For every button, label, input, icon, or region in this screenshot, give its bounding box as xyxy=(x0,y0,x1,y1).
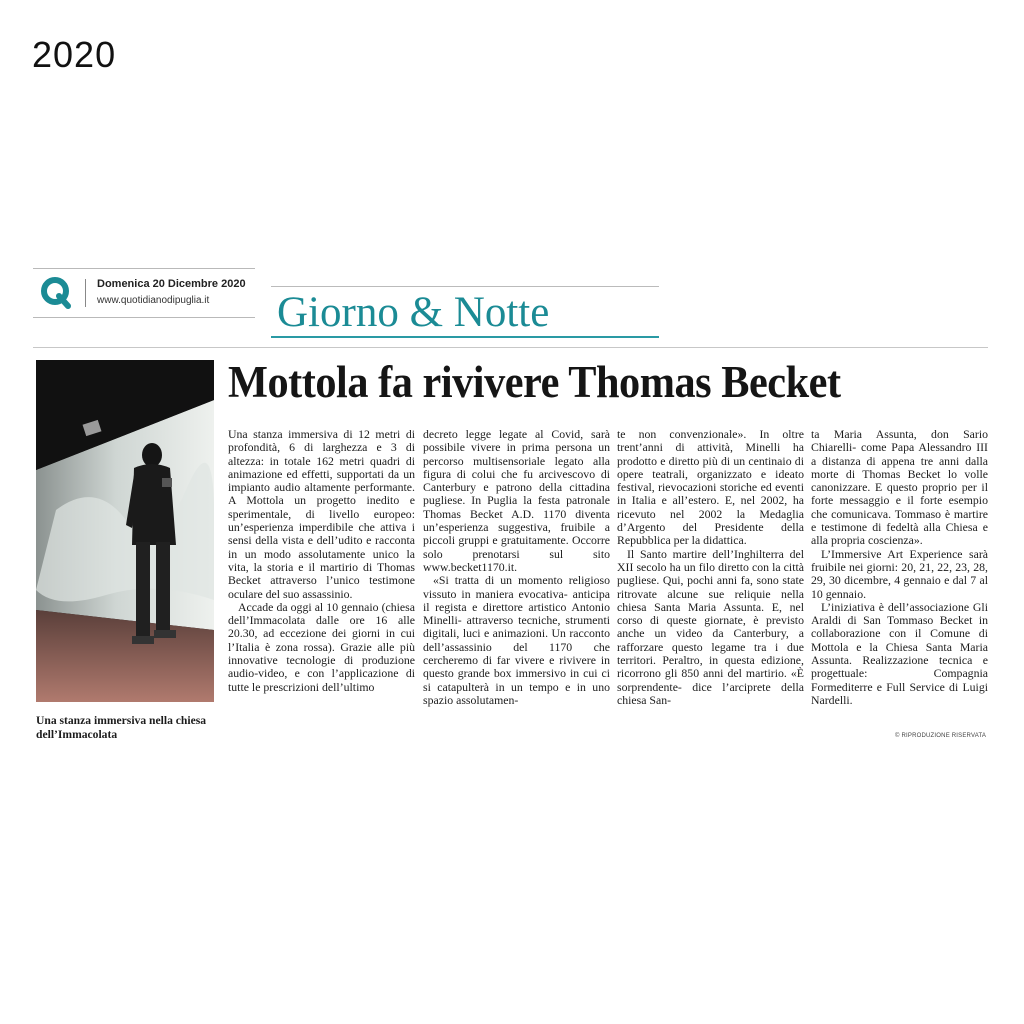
year-label: 2020 xyxy=(32,34,117,75)
article-photo xyxy=(36,360,214,702)
newspaper-logo-icon xyxy=(39,275,73,309)
newspaper-url: www.quotidianodipuglia.it xyxy=(97,295,210,306)
paragraph: Accade da oggi al 10 gennaio (chiesa dell’Immacolata dalle ore 16 alle 20.30, ad eccezione dei giorni in cui l’Italia è zona rossa). Grazie alle più innovative tecnologie di produzione audio-video, e con l’applicazione di tutte le prescrizioni dell’ultimo xyxy=(228,599,415,694)
immersive-room-photo xyxy=(36,360,214,702)
paragraph: te non convenzionale». In oltre trent’anni di attività, Minelli ha prodotto e diretto più di un centinaio di opere teatrali, organizzato e ideato festival, rievocazioni storiche ed eventi in Italia e all’estero. E, nel 2002, ha ricevuto nel 2002 la Medaglia d’Argento del Presidente della Repubblica per la didattica. xyxy=(617,427,804,548)
paragraph: Il Santo martire dell’Inghilterra del XII secolo ha un filo diretto con la città pugliese. Qui, pochi anni fa, sono state ritrovate alcune sue reliquie nella chiesa Santa Maria Assunta. E, nel corso di queste giornate, è previsto anche un video da Canterbury, a rafforzare questo legame tra i due territori. Peraltro, in questa edizione, ricorrono gli 850 anni del martirio. «È sorprendente- dice l’arciprete della chiesa San- xyxy=(617,546,804,707)
paragraph: ta Maria Assunta, don Sario Chiarelli- come Papa Alessandro III a distanza di appena tre anni dalla morte di Thomas Becket lo volle canonizzare. E questo proprio per il forte messaggio e il forte esempio che comunicava. Tommaso è martire e testimone di fedeltà alla Chiesa e alla propria coscienza». xyxy=(811,427,988,548)
headline: Mottola fa rivivere Thomas Becket xyxy=(228,357,841,407)
photo-caption: Una stanza immersiva nella chiesa dell’Immacolata xyxy=(36,714,207,741)
article-column-4 xyxy=(811,428,988,707)
section-title: Giorno & Notte xyxy=(271,286,659,338)
paragraph: «Si tratta di un momento religioso vissuto in maniera evocativa- anticipa il regista e direttore artistico Antonio Minelli- attraverso tecniche, strumenti digitali, luci e animazioni. Un racconto dell’assassinio del 1170 che cercheremo di far vivere e rivivere in questo grande box immersivo in cui ci si catapulterà in un tempo e in uno spazio assolutamen- xyxy=(423,573,610,707)
masthead xyxy=(33,268,255,318)
copyright-notice: © RIPRODUZIONE RISERVATA xyxy=(895,733,987,739)
divider xyxy=(33,347,988,348)
issue-date: Domenica 20 Dicembre 2020 xyxy=(97,278,246,290)
paragraph: decreto legge legate al Covid, sarà possibile vivere in prima persona un percorso multisensoriale legato alla figura di colui che fu arcivescovo di Canterbury e patrono della cittadina pugliese. In Puglia la festa patronale Thomas Becket A.D. 1170 diventa un’esperienza suggestiva, fruibile a piccoli gruppi e gratuitamente. Occorre solo prenotarsi sul sito www.becket1170.it. xyxy=(423,427,610,574)
paragraph: L’Immersive Art Experience sarà fruibile nei giorni: 20, 21, 22, 23, 28, 29, 30 dicembre, 4 gennaio e dal 7 al 10 gennaio. xyxy=(811,546,988,601)
article-column-2 xyxy=(423,428,610,707)
paragraph: L’iniziativa è dell’associazione Gli Araldi di San Tommaso Becket in collaborazione con il Comune di Mottola e la Chiesa Santa Maria Assunta. Realizzazione tecnica e progettuale: Compagnia Formediterre e Full Service di Luigi Nardelli. xyxy=(811,599,988,707)
article-column-3 xyxy=(617,428,804,707)
masthead-divider xyxy=(85,279,86,307)
article-column-1 xyxy=(228,428,415,694)
paragraph: Una stanza immersiva di 12 metri di profondità, 6 di larghezza e 3 di altezza: in totale 162 metri quadri di animazione ed effetti, supportati da un impianto audio altamente performante. A Mottola un progetto inedito e sperimentale, di livello europeo: un’esperienza imperdibile che attiva i sensi della vista e dell’udito e racconta in un modo assolutamente unico la vita, la storia e il martirio di Thomas Becket attraverso l’unico testimone oculare del suo assassinio. xyxy=(228,427,415,601)
